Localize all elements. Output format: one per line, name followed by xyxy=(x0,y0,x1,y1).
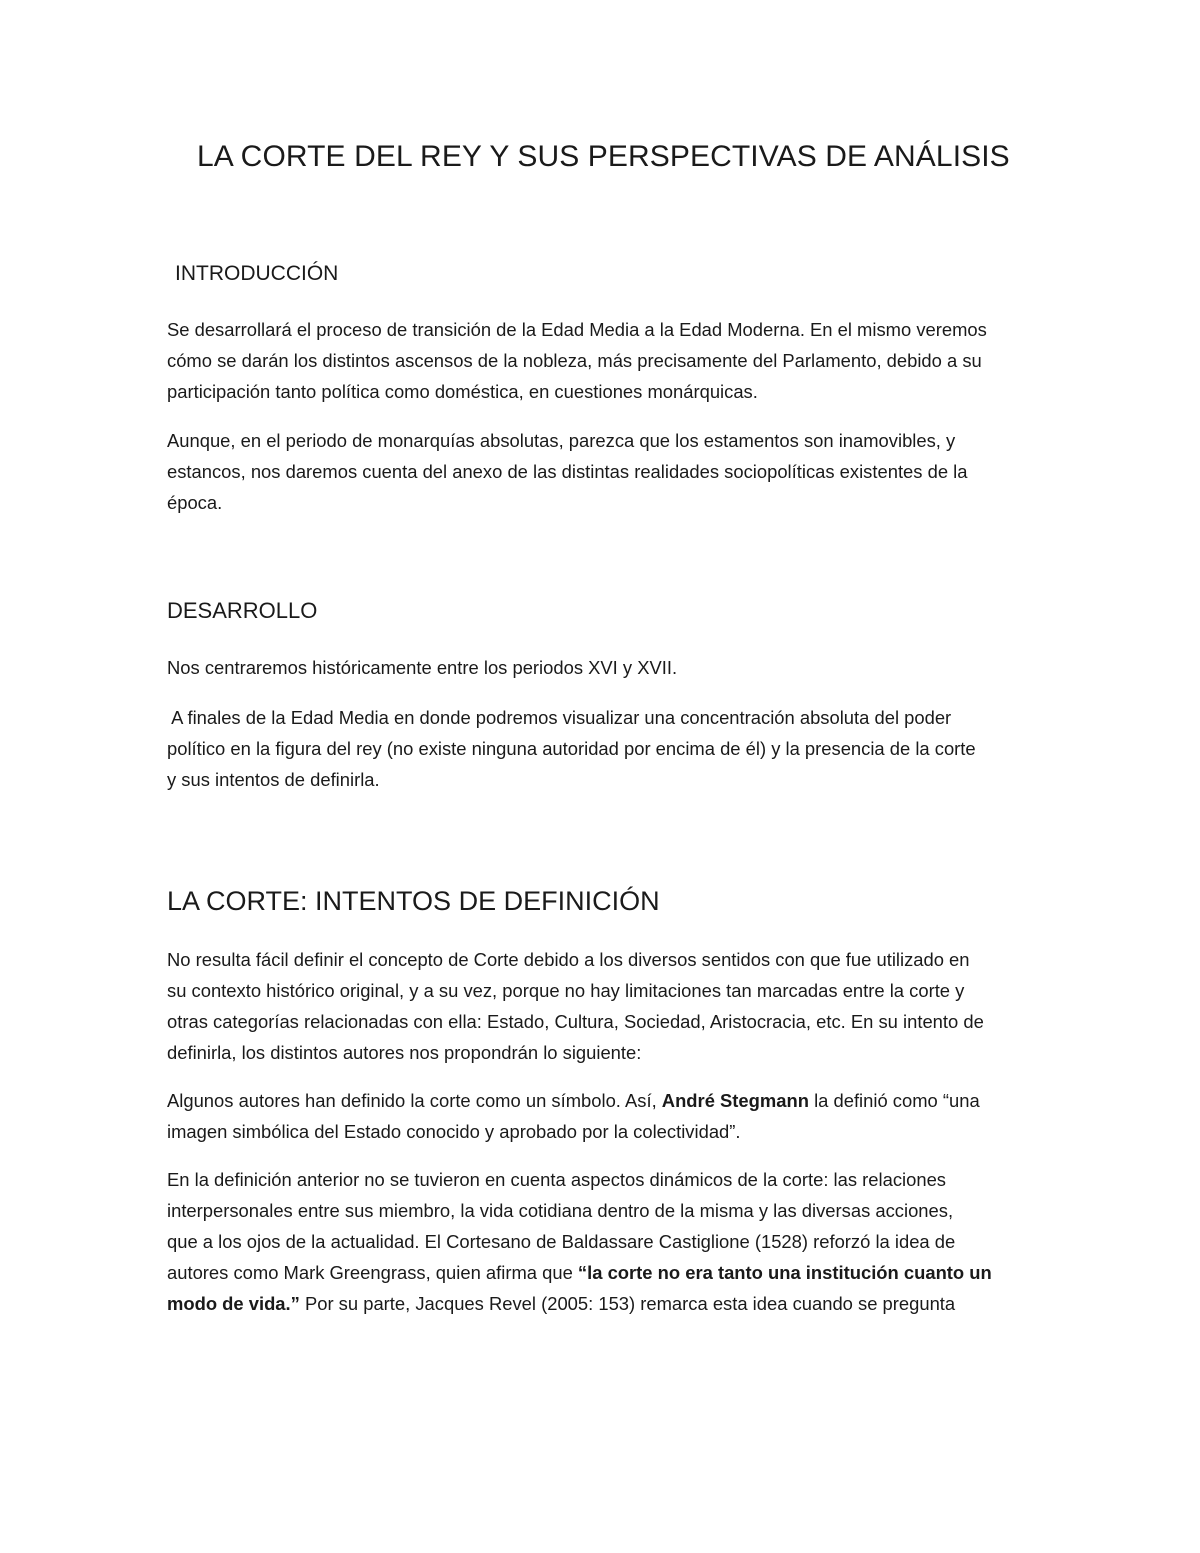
paragraph-corte-3 xyxy=(167,1164,1047,1319)
quote-bold: modo de vida.” xyxy=(167,1293,300,1314)
text-line: No resulta fácil definir el concepto de Corte debido a los diversos sentidos con que fue utilizado en xyxy=(167,949,970,970)
paragraph-corte-2 xyxy=(167,1085,1047,1147)
author-name-bold: André Stegmann xyxy=(661,1090,809,1111)
text-line: político en la figura del rey (no existe ninguna autoridad por encima de él) y la presencia de la corte xyxy=(167,738,976,759)
text-line xyxy=(167,1257,1047,1288)
text-line: participación tanto política como doméstica, en cuestiones monárquicas. xyxy=(167,381,758,402)
paragraph-corte-1 xyxy=(167,944,1047,1068)
text-line: A finales de la Edad Media en donde podremos visualizar una concentración absoluta del poder xyxy=(167,707,952,728)
text-line: su contexto histórico original, y a su vez, porque no hay limitaciones tan marcadas entre la corte y xyxy=(167,980,965,1001)
text-line: estancos, nos daremos cuenta del anexo de las distintas realidades sociopolíticas existentes de la xyxy=(167,461,968,482)
quote-bold: “la corte no era tanto una institución cuanto un xyxy=(577,1262,992,1283)
text-line xyxy=(167,1288,1047,1319)
text-line: que a los ojos de la actualidad. El Cortesano de Baldassare Castiglione (1528) reforzó la idea de xyxy=(167,1231,956,1252)
heading-desarrollo: DESARROLLO xyxy=(167,598,318,623)
paragraph-intro-1 xyxy=(167,314,1047,407)
text-line: interpersonales entre sus miembro, la vida cotidiana dentro de la misma y las diversas acciones, xyxy=(167,1200,954,1221)
paragraph-desarrollo-1 xyxy=(167,652,1047,683)
text-line: Se desarrollará el proceso de transición de la Edad Media a la Edad Moderna. En el mismo veremos xyxy=(167,319,987,340)
text-run: la definió como “una xyxy=(808,1090,980,1111)
paragraph-intro-2 xyxy=(167,425,1047,518)
text-line: época. xyxy=(167,492,223,513)
text-line: definirla, los distintos autores nos propondrán lo siguiente: xyxy=(167,1042,642,1063)
text-line: y sus intentos de definirla. xyxy=(167,769,380,790)
paragraph-desarrollo-2 xyxy=(167,702,1047,795)
text-line: En la definición anterior no se tuvieron en cuenta aspectos dinámicos de la corte: las relaciones xyxy=(167,1169,946,1190)
text-run: Algunos autores han definido la corte como un símbolo. Así, xyxy=(167,1090,662,1111)
heading-introduccion: INTRODUCCIÓN xyxy=(175,262,339,285)
text-line: Aunque, en el periodo de monarquías absolutas, parezca que los estamentos son inamovibles, y xyxy=(167,430,956,451)
text-line xyxy=(167,1085,1047,1116)
text-line: otras categorías relacionadas con ella: Estado, Cultura, Sociedad, Aristocracia, etc. En su intento de xyxy=(167,1011,984,1032)
text-run: autores como Mark Greengrass, quien afirma que xyxy=(167,1262,578,1283)
heading-la-corte: LA CORTE: INTENTOS DE DEFINICIÓN xyxy=(167,886,660,916)
document-title: LA CORTE DEL REY Y SUS PERSPECTIVAS DE ANÁLISIS xyxy=(197,140,1010,173)
text-line: Nos centraremos históricamente entre los periodos XVI y XVII. xyxy=(167,657,678,678)
text-run: Por su parte, Jacques Revel (2005: 153) remarca esta idea cuando se pregunta xyxy=(299,1293,956,1314)
text-line: cómo se darán los distintos ascensos de la nobleza, más precisamente del Parlamento, debido a su xyxy=(167,350,982,371)
text-line: imagen simbólica del Estado conocido y aprobado por la colectividad”. xyxy=(167,1121,741,1142)
